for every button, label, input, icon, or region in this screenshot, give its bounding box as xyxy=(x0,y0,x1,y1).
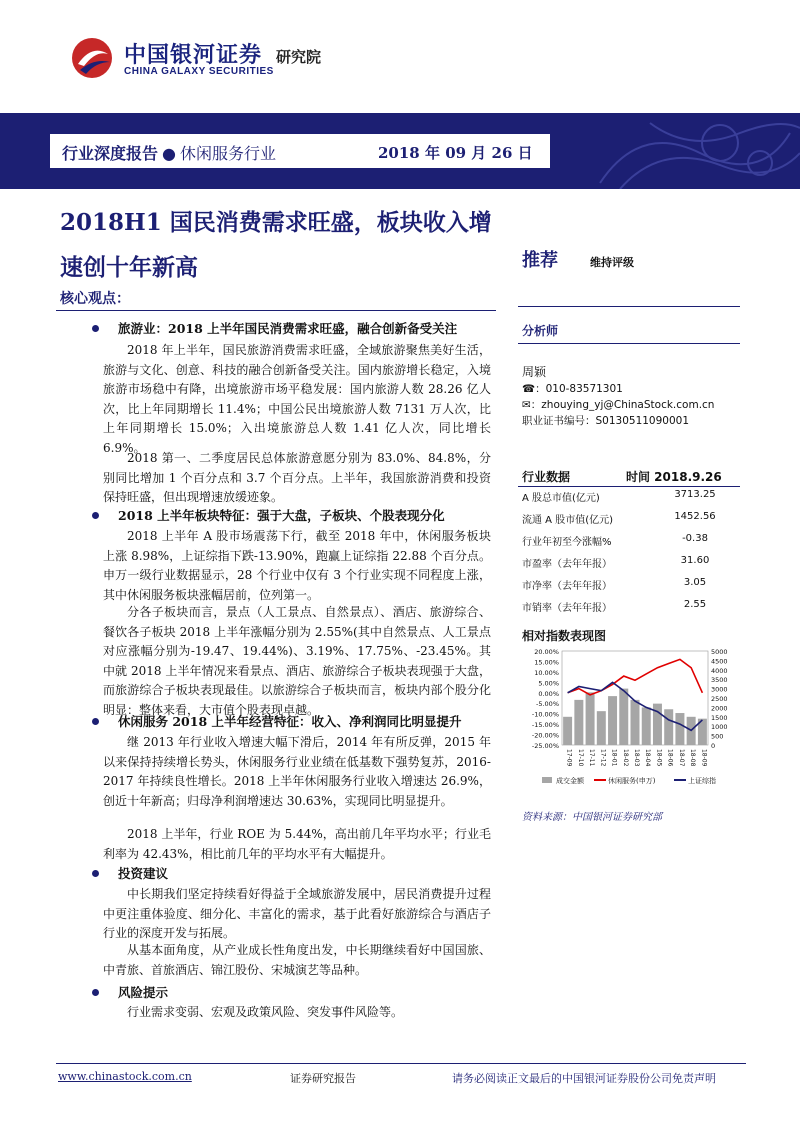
legend-label: 休闲服务(申万) xyxy=(608,777,656,785)
x-tick: 18-02 xyxy=(621,749,629,767)
y-tick-right: 5000 xyxy=(711,648,728,656)
bullet-icon xyxy=(92,325,99,332)
relative-index-chart xyxy=(518,645,744,795)
volume-bar xyxy=(597,711,606,745)
x-tick: 17-10 xyxy=(576,749,584,767)
x-tick: 17-11 xyxy=(588,749,596,767)
chart-title: 相对指数表现图 xyxy=(522,629,607,643)
industry-data-value: -0.38 xyxy=(682,533,708,544)
report-date: 2018 年 09 月 26 日 xyxy=(378,144,533,162)
volume-bar xyxy=(642,707,651,745)
y-tick-right: 4500 xyxy=(711,657,728,666)
section-heading: 2018 上半年板块特征：强于大盘，子板块、个股表现分化 xyxy=(118,508,445,523)
industry-data-value: 1452.56 xyxy=(674,511,716,522)
x-tick: 17-12 xyxy=(599,749,607,767)
chart-source: 资料来源：中国银河证券研究部 xyxy=(522,812,662,823)
industry-data-label: A 股总市值(亿元) xyxy=(522,493,600,504)
rating: 推荐 xyxy=(522,250,558,271)
y-tick-left: 20.00% xyxy=(534,648,559,656)
y-tick-left: 5.00% xyxy=(538,679,559,688)
divider xyxy=(56,310,496,311)
industry-data-label: 行业年初至今涨幅% xyxy=(522,537,612,548)
industry-data-label: 行业数据 xyxy=(522,470,571,484)
x-tick: 17-09 xyxy=(565,749,573,767)
analyst-label: 分析师 xyxy=(522,324,559,338)
y-tick-left: -25.00% xyxy=(531,742,559,750)
body-paragraph: 从基本面角度，从产业成长性角度出发，中长期继续看好中国国旅、中青旅、首旅酒店、锦江股份、宋城演艺等品种。 xyxy=(103,943,491,977)
company-name-en: CHINA GALAXY SECURITIES xyxy=(124,66,274,77)
core-view-label: 核心观点： xyxy=(60,291,130,307)
volume-bar xyxy=(664,709,673,745)
x-tick: 18-07 xyxy=(677,749,685,767)
x-tick: 18-08 xyxy=(689,749,697,767)
y-tick-right: 500 xyxy=(711,732,724,741)
volume-bar xyxy=(675,713,684,745)
volume-bar xyxy=(574,700,583,745)
y-tick-right: 2500 xyxy=(711,695,728,703)
rating-note: 维持评级 xyxy=(590,256,634,269)
y-tick-right: 0 xyxy=(711,742,716,750)
y-tick-left: 10.00% xyxy=(534,668,559,677)
body-paragraph: 继 2013 年行业收入增速大幅下滑后，2014 年有所反弹，2015 年以来保持持续增长势头，休闲服务行业业绩在低基数下强势复苏，2016-2017 年持续良性增长。2018 上半年休闲服务行业收入增速达 26.9%，创近十年新高；归母净利润增速达 30.63%，实现同比明显提升。 xyxy=(103,735,491,808)
industry-data-value: 3713.25 xyxy=(674,489,716,500)
volume-bar xyxy=(563,717,572,745)
series-line xyxy=(568,659,703,695)
x-tick: 18-06 xyxy=(666,749,674,767)
footer-center-label: 证券研究报告 xyxy=(290,1072,356,1085)
body-paragraph: 行业需求变弱、宏观及政策风险、突发事件风险等。 xyxy=(127,1005,404,1019)
volume-bar xyxy=(608,696,617,745)
footer-website-link[interactable]: www.chinastock.com.cn xyxy=(58,1070,192,1083)
section-heading: 风险提示 xyxy=(118,985,169,1000)
y-tick-right: 4000 xyxy=(711,666,728,675)
institute-label: 研究院 xyxy=(276,48,322,66)
volume-bar xyxy=(586,692,595,745)
bullet-icon xyxy=(92,718,99,725)
y-tick-left: 0.00% xyxy=(538,689,559,698)
volume-bar xyxy=(619,689,628,745)
y-tick-left: -5.00% xyxy=(536,700,559,709)
industry-data-value: 2.55 xyxy=(683,599,707,610)
body-paragraph: 分各子板块而言，景点（人工景点、自然景点）、酒店、旅游综合、餐饮各子板块 2018 上半年涨幅分别为 2.55%(其中自然景点、人工景点对应涨幅分别为-19.47、19.44%)、3.19%、17.75%、-23.45%。其中就 2018 上半年情况来看景点、酒店、旅游综合子板块表现强于大盘，而旅游综合子板块表现最佳。以旅游综合子板块而言，板块内部个股分化明显：整体来看，大市值个股表现卓越。 xyxy=(103,605,491,717)
body-paragraph: 2018 第一、二季度居民总体旅游意愿分别为 83.0%、84.8%，分别同比增加 1 个百分点和 3.7 个百分点。上半年，我国旅游消费和投资保持旺盛，但出现增速放缓迹象。 xyxy=(103,451,491,504)
industry-data-label: 流通 A 股市值(亿元) xyxy=(522,515,614,526)
body-paragraph: 2018 上半年 A 股市场震荡下行，截至 2018 年中，休闲服务板块上涨 8.98%，上证综指下跌-13.90%，跑赢上证综指 22.88 个百分点。申万一级行业数据显示，28 个行业中仅有 3 个行业实现不同程度上涨，其中休闲服务板块涨幅居前，位列第一。 xyxy=(103,529,491,602)
section-heading: 投资建议 xyxy=(118,866,169,881)
y-tick-right: 3500 xyxy=(711,676,728,685)
y-tick-left: -20.00% xyxy=(531,731,559,740)
x-tick: 18-04 xyxy=(644,749,652,767)
analyst-email[interactable]: ✉：zhouying_yj@ChinaStock.com.cn xyxy=(522,399,715,411)
company-logo-icon xyxy=(70,36,114,80)
company-name-cn: 中国银河证券 xyxy=(124,43,263,68)
footer-disclaimer: 请务必阅读正文最后的中国银河证券股份公司免责声明 xyxy=(452,1072,716,1085)
body-paragraph: 中长期我们坚定持续看好得益于全域旅游发展中，居民消费提升过程中更注重体验度、细分化、丰富化的需求，基于此看好旅游综合与酒店子行业的深度开发与拓展。 xyxy=(103,887,491,940)
analyst-name: 周颖 xyxy=(522,365,547,379)
y-tick-left: -15.00% xyxy=(531,721,559,730)
y-tick-right: 2000 xyxy=(711,704,728,713)
y-tick-left: -10.00% xyxy=(531,710,559,719)
bullet-icon xyxy=(92,512,99,519)
divider xyxy=(518,306,740,307)
bullet-icon xyxy=(92,989,99,996)
industry-data-label: 市净率（去年年报） xyxy=(522,581,612,592)
legend-label: 上证综指 xyxy=(688,777,716,785)
bullet-icon xyxy=(92,870,99,877)
section-heading: 旅游业：2018 上半年国民消费需求旺盛，融合创新备受关注 xyxy=(118,321,458,336)
y-tick-right: 1000 xyxy=(711,723,728,732)
y-tick-right: 3000 xyxy=(711,685,728,694)
section-heading: 休闲服务 2018 上半年经营特征：收入、净利润同比明显提升 xyxy=(118,714,462,729)
legend-label: 成交金额 xyxy=(556,777,584,785)
x-tick: 18-03 xyxy=(633,749,640,767)
divider xyxy=(518,343,740,344)
footer-divider xyxy=(56,1063,746,1064)
industry-data-value: 3.05 xyxy=(683,577,707,588)
x-tick: 18-09 xyxy=(700,749,708,767)
y-tick-left: 15.00% xyxy=(534,658,559,667)
report-title: 2018H1 国民消费需求旺盛，板块收入增速创十年新高 xyxy=(60,209,492,281)
analyst-phone: ☎：010-83571301 xyxy=(522,383,623,395)
x-tick: 18-05 xyxy=(655,749,663,767)
industry-data-value: 31.60 xyxy=(680,555,710,566)
body-paragraph: 2018 年上半年，国民旅游消费需求旺盛，全域旅游聚焦美好生活，旅游与文化、创意、科技的融合创新备受关注。国内旅游增长稳定，入境旅游市场稳中有降，出境旅游市场平稳发展：国内旅游人数 28.26 亿人次，比上年同期增长 11.4%；中国公民出境旅游人数 7131 万人次，比上年同期增长 15.0%；入出境旅游总人数 1.41 亿人次，同比增长 6.9%。 xyxy=(103,343,491,455)
industry-data-time: 时间 2018.9.26 xyxy=(626,470,722,484)
legend-swatch xyxy=(542,777,552,783)
x-tick: 18-01 xyxy=(610,749,618,767)
body-paragraph: 2018 上半年，行业 ROE 为 5.44%，高出前几年平均水平；行业毛利率为 42.43%，相比前几年的平均水平有大幅提升。 xyxy=(103,827,491,861)
analyst-cert: 职业证书编号：S0130511090001 xyxy=(522,415,690,427)
industry-data-label: 市销率（去年年报） xyxy=(522,603,612,614)
volume-bar xyxy=(631,700,640,745)
report-type: 行业深度报告 ● 休闲服务行业 xyxy=(62,144,276,163)
industry-data-label: 市盈率（去年年报） xyxy=(522,559,612,570)
y-tick-right: 1500 xyxy=(711,713,728,722)
divider xyxy=(518,486,740,487)
